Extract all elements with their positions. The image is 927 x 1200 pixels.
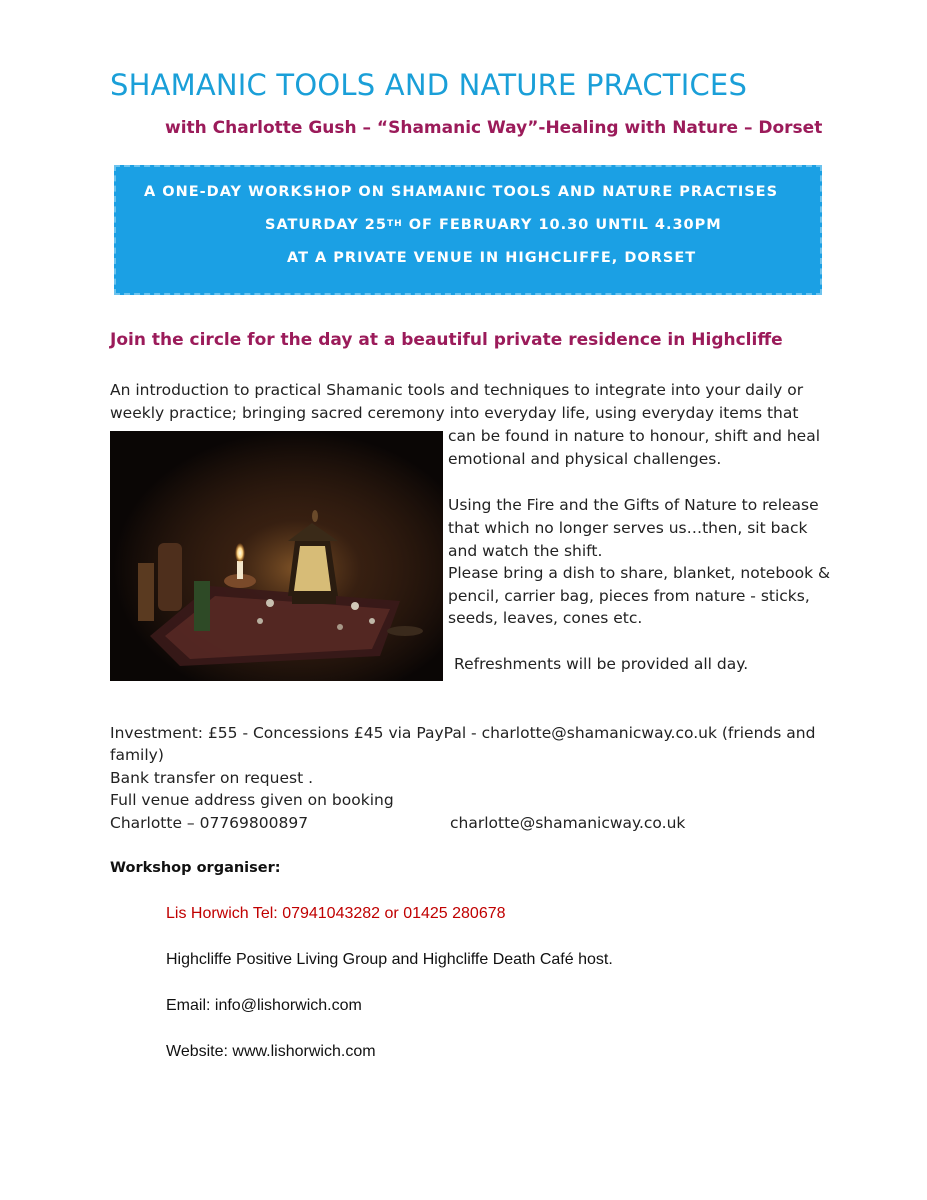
page-subtitle: with Charlotte Gush – “Shamanic Way”-Healing with Nature – Dorset xyxy=(165,118,823,138)
organiser-heading: Workshop organiser: xyxy=(110,860,281,876)
banner-line-venue: AT A PRIVATE VENUE IN HIGHCLIFFE, DORSET xyxy=(287,250,697,266)
intro-line: An introduction to practical Shamanic tools and techniques to integrate into your daily or xyxy=(110,381,804,399)
organiser-email[interactable]: Email: info@lishorwich.com xyxy=(166,997,362,1014)
banner-date-suffix: TH xyxy=(386,219,403,229)
candle-ceremony-photo xyxy=(110,431,443,681)
organiser-website[interactable]: Website: www.lishorwich.com xyxy=(166,1043,376,1060)
banner-date-day: SATURDAY 25 xyxy=(265,217,387,233)
charlotte-phone: Charlotte – 07769800897 xyxy=(110,814,309,832)
organiser-groups: Highcliffe Positive Living Group and Highcliffe Death Café host. xyxy=(166,951,613,968)
banner-line-date xyxy=(265,217,722,233)
banner-date-time: OF FEBRUARY 10.30 UNTIL 4.30PM xyxy=(402,217,722,233)
fire-line: Please bring a dish to share, blanket, notebook & xyxy=(448,564,831,582)
intro-line: emotional and physical challenges. xyxy=(448,450,722,468)
candle-ceremony-illustration xyxy=(110,431,443,681)
bank-transfer-note: Bank transfer on request . xyxy=(110,769,314,787)
intro-line: weekly practice; bringing sacred ceremony into everyday life, using everyday items that xyxy=(110,404,799,422)
event-banner xyxy=(114,165,822,295)
charlotte-email[interactable]: charlotte@shamanicway.co.uk xyxy=(450,814,686,832)
refreshments-note: Refreshments will be provided all day. xyxy=(454,655,749,673)
intro-line: can be found in nature to honour, shift and heal xyxy=(448,427,820,445)
fire-line: pencil, carrier bag, pieces from nature - sticks, xyxy=(448,587,810,605)
fire-line: seeds, leaves, cones etc. xyxy=(448,609,643,627)
organiser-telephone: Lis Horwich Tel: 07941043282 or 01425 280678 xyxy=(166,905,506,922)
banner-line-workshop: A ONE-DAY WORKSHOP ON SHAMANIC TOOLS AND NATURE PRACTISES xyxy=(144,184,779,200)
pricing-line: family) xyxy=(110,746,164,764)
fire-line: Using the Fire and the Gifts of Nature to release xyxy=(448,496,819,514)
pricing-line: Investment: £55 - Concessions £45 via PayPal - charlotte@shamanicway.co.uk (friends and xyxy=(110,724,816,742)
lead-heading: Join the circle for the day at a beautiful private residence in Highcliffe xyxy=(110,330,783,350)
fire-line: that which no longer serves us…then, sit back xyxy=(448,519,808,537)
fire-line: and watch the shift. xyxy=(448,542,603,560)
page-title: SHAMANIC TOOLS AND NATURE PRACTICES xyxy=(110,68,748,102)
venue-address-note: Full venue address given on booking xyxy=(110,791,394,809)
